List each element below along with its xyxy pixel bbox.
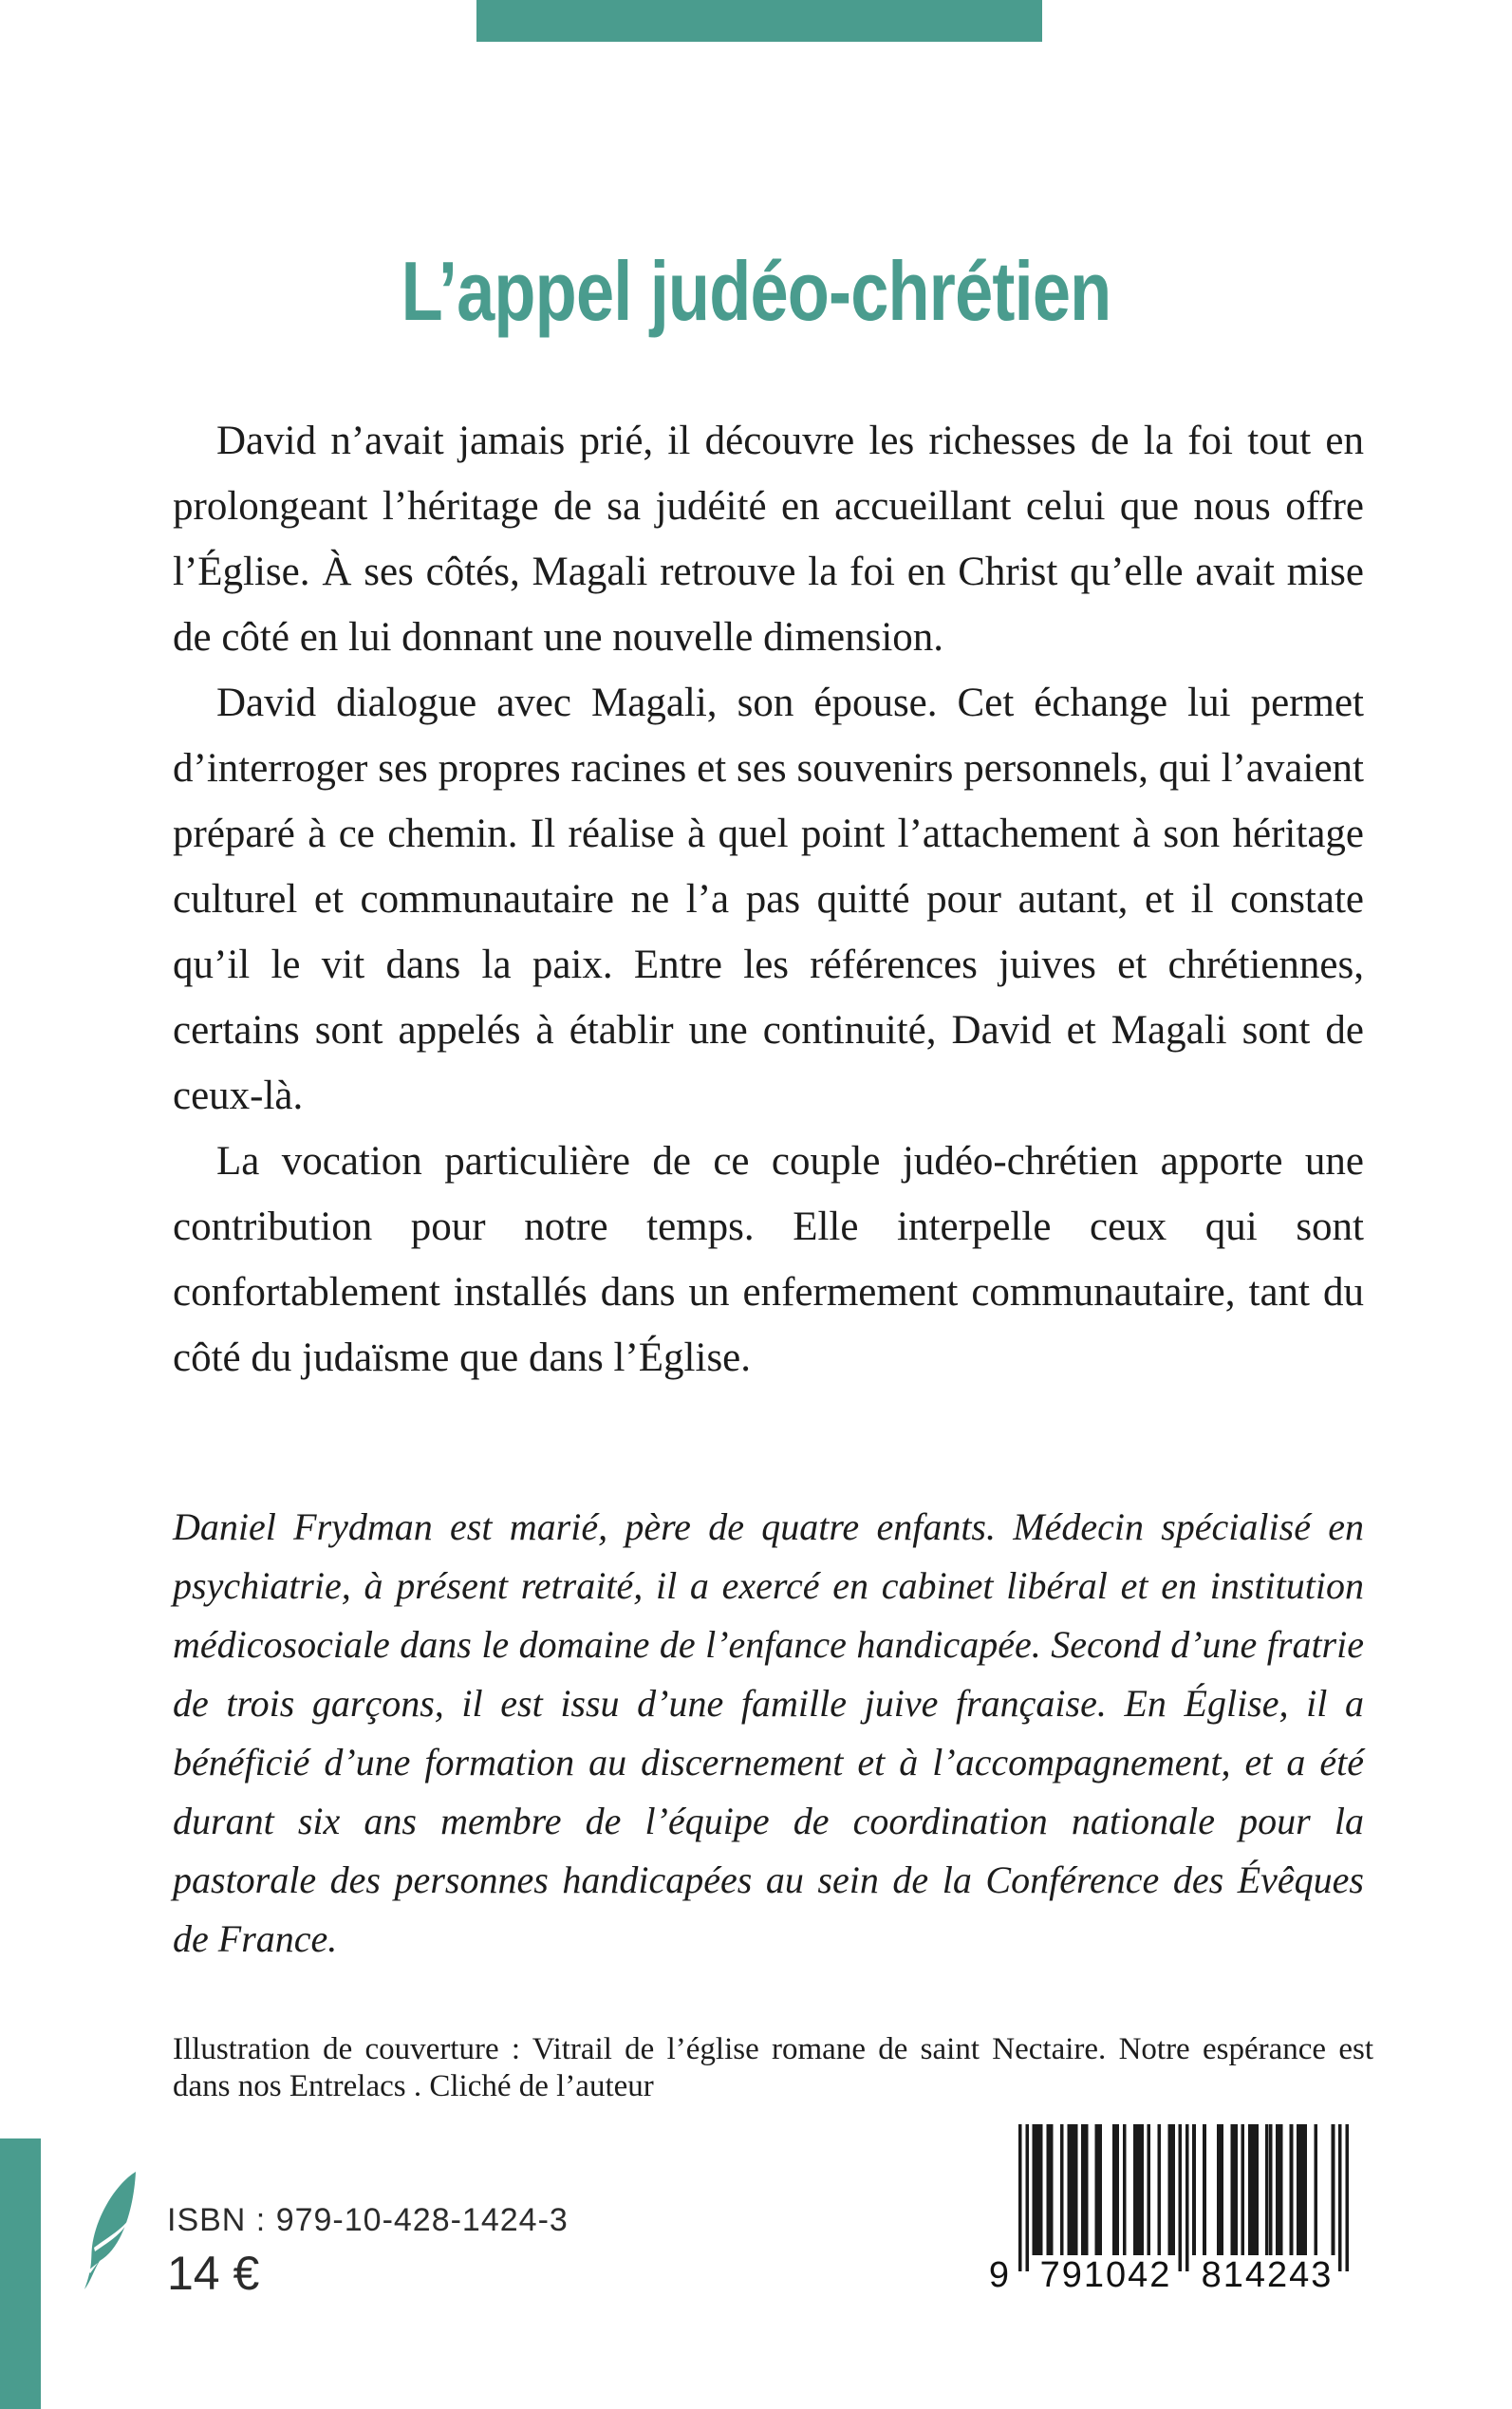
top-accent-bar xyxy=(476,0,1042,42)
synopsis-paragraph-3: La vocation particulière de ce couple judéo-chrétien apporte une contribution pour notre temps. Elle interpelle ceux qui sont confortablement installés dans un enfermement communautaire, tant du côté du judaïsme que dans l’Église. xyxy=(173,1139,1364,1380)
synopsis-paragraph-1: David n’avait jamais prié, il découvre les richesses de la foi tout en prolongeant l’héritage de sa judéité en accueillant celui que nous offre l’Église. À ses côtés, Magali retrouve la foi en Christ qu’elle avait mise de côté en lui donnant une nouvelle dimension. xyxy=(173,419,1364,660)
isbn-text: ISBN : 979-10-428-1424-3 xyxy=(167,2202,569,2238)
synopsis-text xyxy=(173,408,1364,1391)
cover-illustration-credit: Illustration de couverture : Vitrail de l’église romane de saint Nectaire. Notre espérance est dans nos Entrelacs . Cliché de l’auteur xyxy=(173,2032,1373,2103)
barcode-digits-right: 814243 xyxy=(1201,2255,1334,2295)
ean13-barcode xyxy=(988,2124,1349,2295)
barcode-bars xyxy=(1018,2124,1349,2274)
price-text: 14 € xyxy=(167,2247,260,2300)
author-bio: Daniel Frydman est marié, père de quatre enfants. Médecin spécialisé en psychiatrie, à présent retraité, il a exercé en cabinet libéral et en institution médicosociale dans le domaine de l’enfance handicapée. Second d’une fratrie de trois garçons, il est issu d’une famille juive française. En Église, il a bénéficié d’une formation au discernement et à l’accompagnement, et a été durant six ans membre de l’équipe de coordination nationale pour la pastorale des personnes handicapées au sein de la Conférence des Évêques de France. xyxy=(173,1505,1364,1960)
barcode-digit-first: 9 xyxy=(988,2255,1009,2295)
left-accent-bar xyxy=(0,2138,41,2409)
book-title: L’appel judéo-chrétien xyxy=(401,243,1111,338)
synopsis-paragraph-2: David dialogue avec Magali, son épouse. Cet échange lui permet d’interroger ses propres racines et ses souvenirs personnels, qui l’avaient préparé à ce chemin. Il réalise à quel point l’attachement à son héritage culturel et communautaire ne l’a pas quitté pour autant, et il constate qu’il le vit dans la paix. Entre les références juives et chrétiennes, certains sont appelés à établir une continuité, David et Magali sont de ceux-là. xyxy=(173,681,1364,1118)
barcode-digits-left: 791042 xyxy=(1039,2255,1172,2295)
quill-feather-icon xyxy=(82,2169,140,2294)
